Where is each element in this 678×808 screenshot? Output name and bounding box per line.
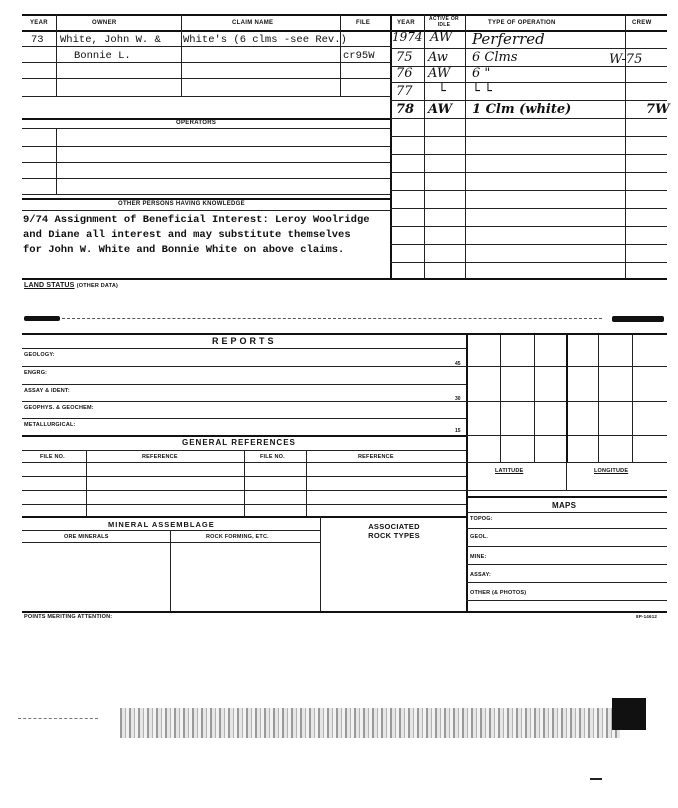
reports-geophys: GEOPHYS. & GEOCHEM:	[24, 405, 94, 411]
scan-dash-left	[18, 718, 98, 719]
header-year-2: YEAR	[397, 20, 415, 26]
log-year-1: 1974	[392, 30, 423, 44]
mineral-assemblage-heading: MINERAL ASSEMBLAGE	[108, 520, 215, 529]
other-persons-heading: OTHER PERSONS HAVING KNOWLEDGE	[118, 201, 245, 207]
log-operation-4: └ └	[472, 84, 492, 99]
reports-assay: ASSAY & IDENT:	[24, 388, 70, 394]
log-status-2: Aw	[428, 50, 448, 65]
log-year-5: 78	[396, 102, 415, 117]
redaction-mark-right	[612, 316, 664, 322]
reports-metallurgical: METALLURGICAL:	[24, 422, 76, 428]
ref-header-file-no-2: FILE NO.	[260, 454, 285, 460]
maps-other-photos: OTHER (& PHOTOS)	[470, 590, 527, 596]
other-persons-line-3: for John W. White and Bonnie White on above claims.	[23, 244, 345, 256]
reports-num-30: 30	[455, 396, 461, 402]
latitude-label: LATITUDE	[495, 468, 524, 474]
reports-num-45: 45	[455, 361, 461, 367]
ref-header-file-no: FILE NO.	[40, 454, 65, 460]
ref-header-reference: REFERENCE	[142, 454, 178, 460]
maps-topog: TOPOG:	[470, 516, 493, 522]
maps-assay: ASSAY:	[470, 572, 492, 578]
log-crew-2: W-75	[609, 52, 643, 67]
points-meriting-attention: POINTS MERITING ATTENTION:	[24, 614, 113, 620]
log-operation-5: 1 Clm (white)	[472, 102, 572, 117]
general-references-heading: GENERAL REFERENCES	[182, 438, 296, 447]
row1-claim-name: White's (6 clms -see Rev.)	[183, 34, 347, 46]
maps-mine: MINE:	[470, 554, 487, 560]
header-claim-name: CLAIM NAME	[232, 20, 274, 26]
longitude-label: LONGITUDE	[594, 468, 629, 474]
header-file: FILE	[356, 20, 371, 26]
log-operation-3: 6 "	[472, 66, 491, 81]
row2-owner: Bonnie L.	[74, 50, 131, 62]
land-status-rule	[62, 318, 602, 319]
ref-header-reference-2: REFERENCE	[358, 454, 394, 460]
header-active-or-idle: ACTIVE OR IDLE	[429, 16, 459, 28]
other-persons-line-1: 9/74 Assignment of Beneficial Interest: Leroy Woolridge	[23, 214, 370, 226]
ore-minerals-heading: ORE MINERALS	[64, 534, 109, 540]
maps-heading: MAPS	[552, 501, 577, 510]
scan-noise-band	[120, 708, 620, 738]
log-status-1: AW	[430, 30, 453, 45]
form-number: 8P-14612	[636, 614, 658, 619]
maps-geol: GEOL.	[470, 534, 489, 540]
log-year-3: 76	[396, 66, 413, 81]
land-status-label: LAND STATUS (OTHER DATA)	[24, 282, 119, 289]
row1-year: 73	[31, 34, 44, 46]
row1-owner: White, John W. &	[60, 34, 161, 46]
log-year-4: 77	[396, 84, 413, 99]
header-type-of-operation: TYPE OF OPERATION	[488, 20, 556, 26]
log-status-4: └	[438, 84, 446, 99]
operators-heading: OPERATORS	[176, 120, 217, 126]
log-year-2: 75	[396, 50, 413, 65]
associated-rock-types-heading: ASSOCIATED ROCK TYPES	[368, 522, 420, 540]
scan-dash-bottom	[590, 778, 602, 780]
row2-file: cr95W	[343, 50, 375, 62]
log-crew-5: 7W	[646, 102, 670, 117]
redaction-mark-left	[24, 316, 60, 321]
log-status-3: AW	[428, 66, 451, 81]
reports-engrg: ENGRG:	[24, 370, 48, 376]
rock-forming-heading: ROCK FORMING, ETC.	[206, 534, 269, 540]
reports-geology: GEOLOGY:	[24, 352, 55, 358]
reports-num-15: 15	[455, 428, 461, 434]
log-status-5: AW	[428, 102, 453, 117]
scan-dark-mark	[612, 698, 646, 730]
header-owner: OWNER	[92, 20, 117, 26]
log-operation-2: 6 Clms	[472, 50, 518, 65]
reports-heading: REPORTS	[212, 336, 277, 346]
header-crew: CREW	[632, 20, 652, 26]
header-year: YEAR	[30, 20, 48, 26]
log-operation-1: Perferred	[472, 30, 545, 48]
other-persons-line-2: and Diane all interest and may substitute themselves	[23, 229, 351, 241]
